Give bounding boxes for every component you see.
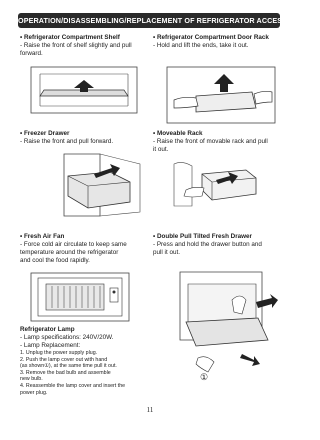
shelf-body: - Raise the front of shelf slightly and pull forward. — [20, 42, 132, 57]
moveable-rack-illustration — [172, 160, 262, 208]
fresh-air-fan-title: • Fresh Air Fan — [20, 233, 65, 240]
door-rack-illustration — [166, 66, 276, 124]
section-tilted-drawer — [153, 233, 293, 257]
freezer-drawer-illustration — [60, 150, 148, 220]
freezer-drawer-title: • Freezer Drawer — [20, 130, 70, 137]
section-shelf — [20, 34, 150, 58]
page-number: 11 — [146, 406, 154, 414]
section-moveable-rack — [153, 130, 293, 154]
section-fresh-air-fan — [20, 233, 150, 265]
lamp-title: Refrigerator Lamp — [20, 326, 75, 333]
shelf-title: • Refrigerator Compartment Shelf — [20, 34, 120, 41]
section-lamp — [20, 326, 170, 396]
section-door-rack — [153, 34, 293, 50]
section-freezer-drawer — [20, 130, 150, 146]
door-rack-title: • Refrigerator Compartment Door Rack — [153, 34, 269, 41]
figure-marker: ① — [200, 372, 209, 382]
lamp-body: - Lamp specifications: 240V/20W. - Lamp Replacement: — [20, 334, 114, 349]
door-rack-body: - Hold and lift the ends, take it out. — [153, 42, 249, 49]
freezer-drawer-body: - Raise the front and pull forward. — [20, 138, 114, 145]
page-header: OPERATION/DISASSEMBLING/REPLACEMENT OF REFRIGERATOR ACCESSORIES — [18, 13, 280, 28]
fresh-air-fan-illustration — [30, 272, 130, 322]
moveable-rack-body: - Raise the front of movable rack and pull it out. — [153, 138, 268, 153]
tilted-drawer-body: - Press and hold the drawer button and pull it out. — [153, 241, 262, 256]
moveable-rack-title: • Moveable Rack — [153, 130, 203, 137]
fresh-air-fan-body: - Force cold air circulate to keep same temperature around the refrigerator and cool the food rapidly. — [20, 241, 127, 264]
shelf-illustration — [30, 66, 138, 114]
lamp-steps: 1. Unplug the power supply plug. 2. Push the lamp cover out with hand (as shown①), at the same time pull it out. 3. Remove the bad bulb and assemble new bulb. 4. Reassemble the lamp cover and insert the power plug. — [20, 350, 126, 396]
tilted-drawer-illustration — [172, 262, 282, 392]
tilted-drawer-title: • Double Pull Tilted Fresh Drawer — [153, 233, 253, 240]
